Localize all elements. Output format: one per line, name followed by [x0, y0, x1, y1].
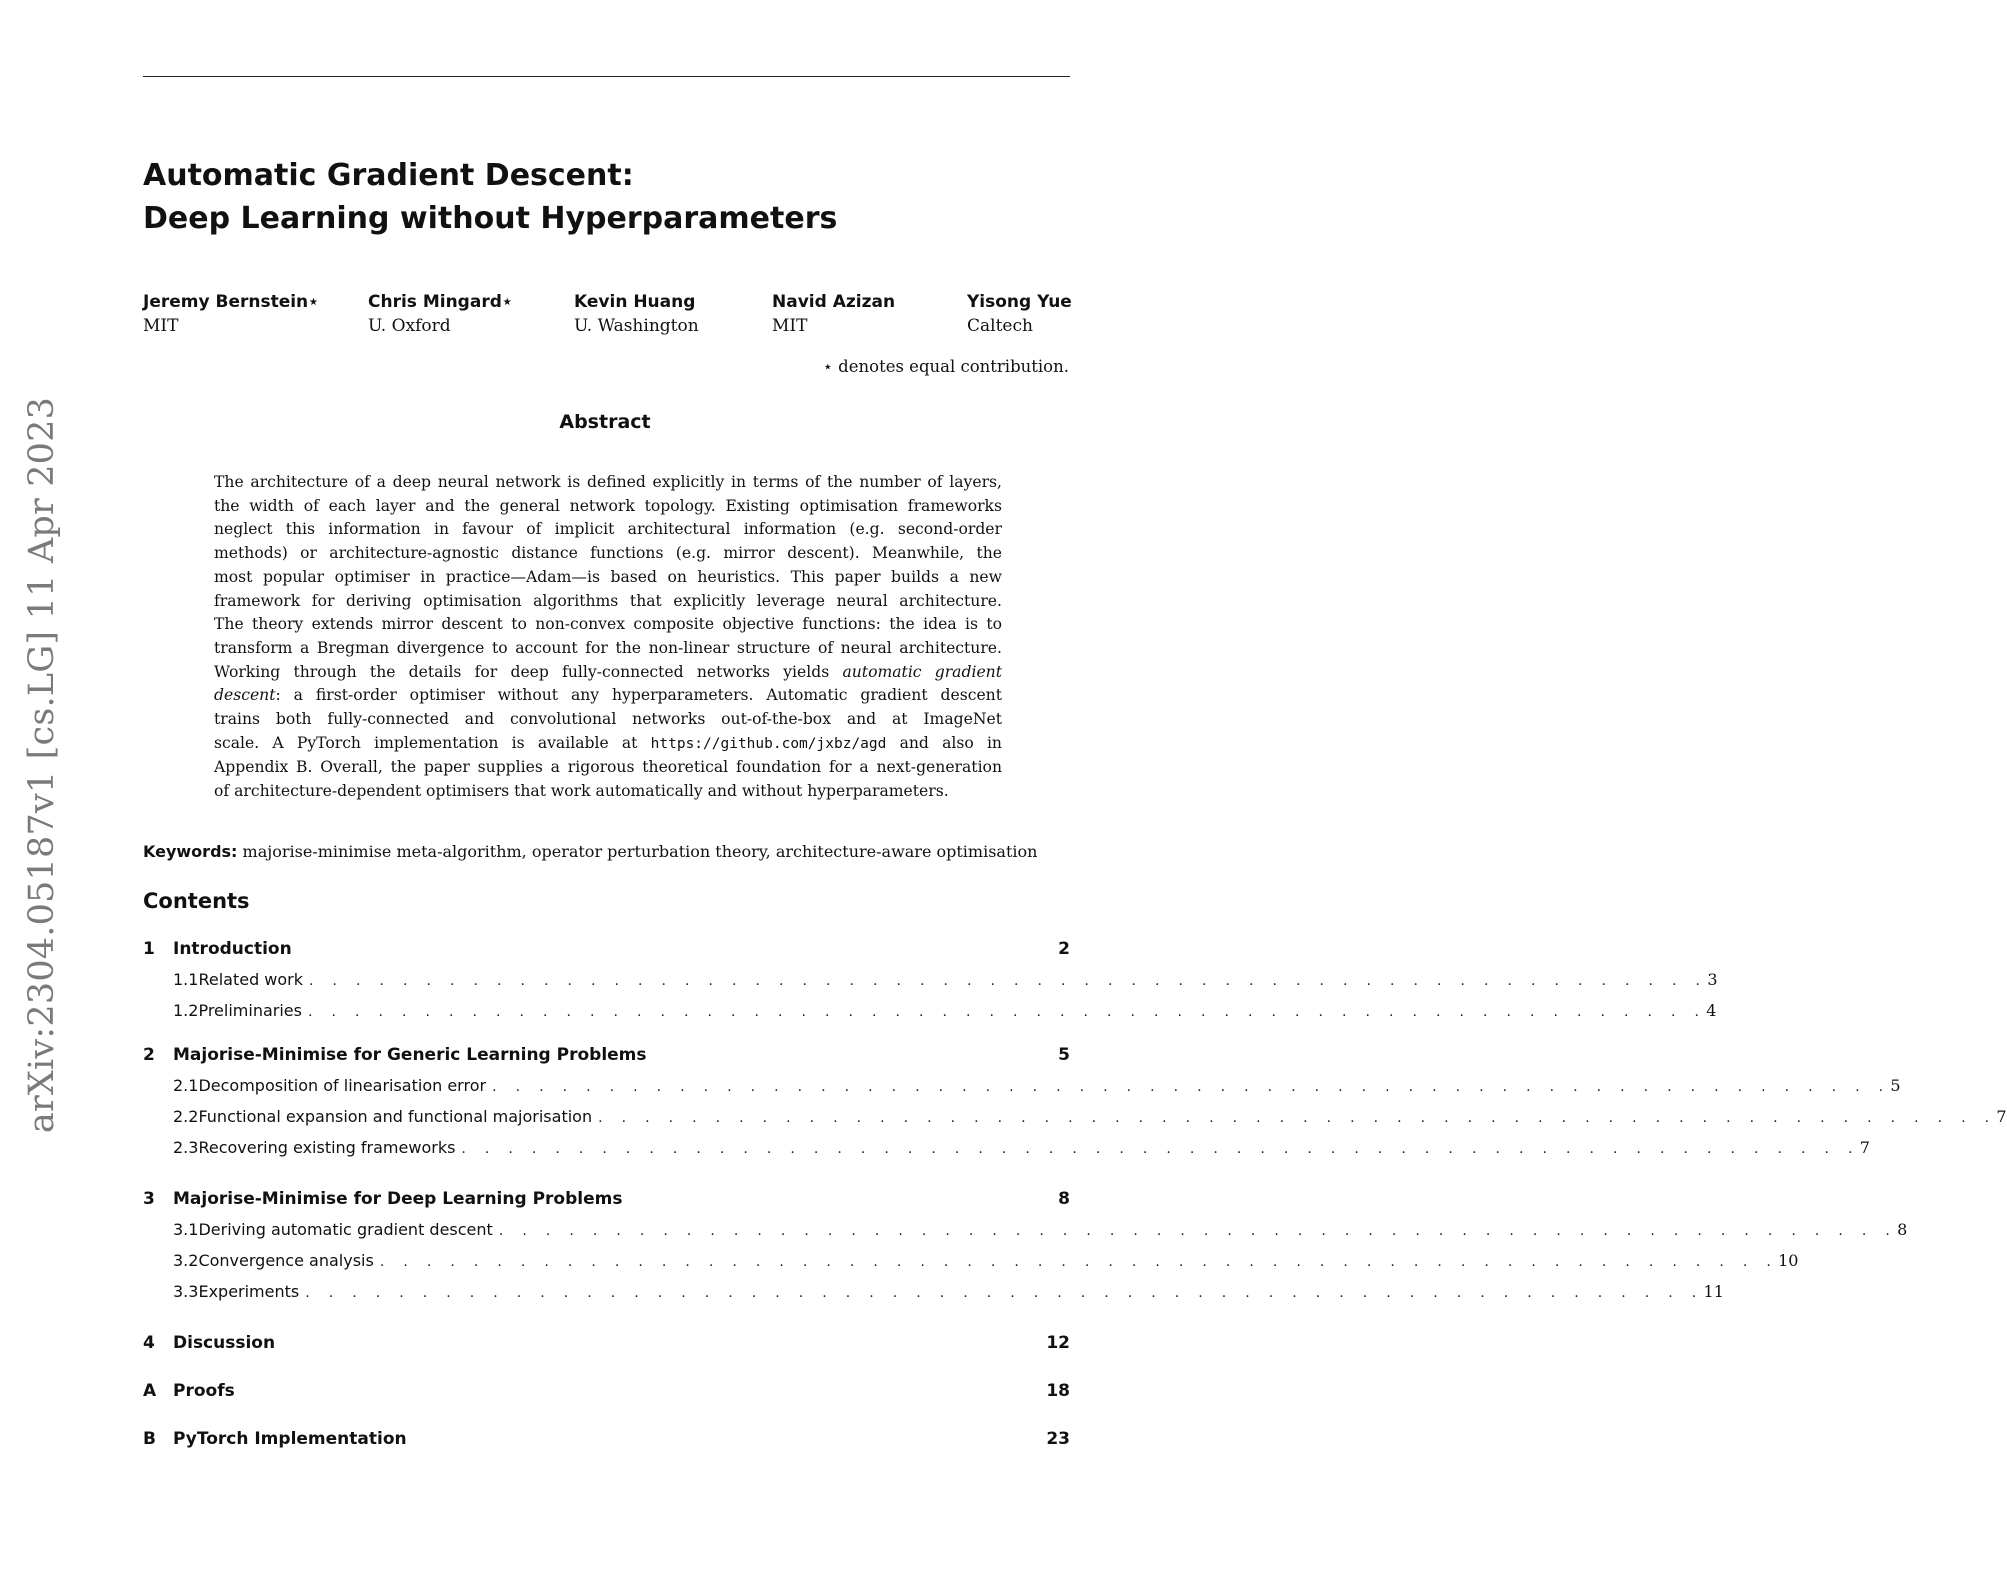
- abstract-text-run: scale. A PyTorch implementation is available at: [214, 733, 638, 752]
- abstract-line: the width of each layer and the general network topology. Existing optimisation frameworks: [214, 496, 1002, 515]
- toc-section[interactable]: [143, 1184, 1070, 1214]
- toc-subsection-number: 1.1: [173, 970, 199, 989]
- author-name: Jeremy Bernstein⋆: [143, 292, 319, 312]
- abstract-line: methods) or architecture-agnostic distance functions (e.g. mirror descent). Meanwhile, the: [214, 544, 1002, 563]
- table-of-contents: [143, 934, 2007, 1454]
- abstract-line: of architecture-dependent optimisers that work automatically and without hyperparameters.: [214, 782, 949, 801]
- author-affiliation: MIT: [143, 316, 179, 336]
- author-name: Kevin Huang: [574, 292, 696, 312]
- title-line-2: Deep Learning without Hyperparameters: [143, 201, 838, 236]
- abstract-emphasis: descent: [214, 686, 276, 705]
- toc-subsection-title: Decomposition of linearisation error: [198, 1076, 487, 1095]
- title-line-1: Automatic Gradient Descent:: [143, 158, 634, 193]
- toc-section[interactable]: [143, 1328, 1070, 1358]
- abstract-line: transform a Bregman divergence to account for the non-linear structure of neural architecture.: [214, 638, 1002, 657]
- author-name: Yisong Yue: [967, 292, 1072, 312]
- abstract-line: most popular optimiser in practice—Adam—is based on heuristics. This paper builds a new: [214, 567, 1002, 586]
- toc-section-number: 1: [143, 939, 155, 959]
- author: [143, 290, 319, 338]
- paper-title: [143, 154, 837, 240]
- toc-subsection-number: 3.3: [173, 1282, 199, 1301]
- toc-section[interactable]: [143, 934, 1070, 964]
- toc-subsection-number: 2.2: [173, 1107, 199, 1126]
- toc-dot-leader: . . . . . . . . . . . . . . . . . . . . . . . . . . . . . . . . . . . . . . . . . . . . . . . . . . . . . . . . . . . .: [492, 1079, 1891, 1095]
- toc-page-number: 23: [1046, 1429, 1070, 1449]
- abstract-line: neglect this information in favour of implicit architectural information (e.g. second-order: [214, 520, 1002, 539]
- toc-section[interactable]: [143, 1376, 1070, 1406]
- abstract-line: [214, 661, 1002, 685]
- author: [368, 290, 513, 338]
- toc-subsection-title: Recovering existing frameworks: [198, 1138, 456, 1157]
- toc-dot-leader: . . . . . . . . . . . . . . . . . . . . . . . . . . . . . . . . . . . . . . . . . . . . . . . . . . . . . . . . . . . .: [498, 1223, 1898, 1239]
- abstract-text-run: and also in: [899, 733, 1002, 752]
- toc-subsection-number: 3.1: [173, 1220, 199, 1239]
- keywords: [143, 842, 1070, 861]
- toc-section-title: PyTorch Implementation: [173, 1429, 407, 1449]
- arxiv-stamp: [17, 396, 67, 1134]
- author: [574, 290, 699, 338]
- author-name: Chris Mingard⋆: [368, 292, 513, 312]
- keywords-label: Keywords:: [143, 842, 238, 861]
- toc-spacer: [143, 1358, 1070, 1376]
- toc-section-number: 3: [143, 1189, 155, 1209]
- toc-page-number: 4: [1706, 1001, 1717, 1020]
- toc-spacer: [143, 1163, 1070, 1184]
- toc-subsection[interactable]: [143, 964, 1718, 995]
- toc-page-number: 12: [1046, 1333, 1070, 1353]
- toc-spacer: [143, 1406, 1070, 1424]
- abstract-line: [214, 732, 1002, 757]
- toc-section-title: Discussion: [173, 1333, 276, 1353]
- toc-subsection-number: 1.2: [173, 1001, 199, 1020]
- toc-subsection[interactable]: [143, 1276, 1724, 1307]
- toc-spacer: [143, 1307, 1070, 1328]
- toc-page-number: 2: [1058, 939, 1070, 959]
- abstract-line: The architecture of a deep neural network is defined explicitly in terms of the number of layers,: [214, 473, 1002, 491]
- toc-spacer: [143, 1026, 1070, 1040]
- toc-dot-leader: . . . . . . . . . . . . . . . . . . . . . . . . . . . . . . . . . . . . . . . . . . . . . . . . . . . . . . . . . . . .: [309, 973, 1708, 989]
- toc-subsection-number: 3.2: [173, 1251, 199, 1270]
- toc-subsection-title: Experiments: [198, 1282, 300, 1301]
- toc-page-number: 5: [1058, 1045, 1070, 1065]
- toc-section-number: A: [143, 1381, 157, 1401]
- abstract-heading: Abstract: [559, 411, 651, 433]
- abstract-emphasis: automatic gradient: [842, 662, 1002, 681]
- toc-section-title: Introduction: [173, 939, 292, 959]
- toc-section-number: 2: [143, 1045, 155, 1065]
- toc-dot-leader: . . . . . . . . . . . . . . . . . . . . . . . . . . . . . . . . . . . . . . . . . . . . . . . . . . . . . . . . . . . .: [307, 1004, 1707, 1020]
- contents-heading: Contents: [143, 889, 250, 913]
- toc-section-title: Majorise-Minimise for Deep Learning Problems: [173, 1189, 623, 1209]
- toc-page-number: 7: [1996, 1107, 2007, 1126]
- toc-subsection-title: Deriving automatic gradient descent: [198, 1220, 493, 1239]
- abstract-line: framework for deriving optimisation algorithms that explicitly leverage neural architecture.: [214, 591, 1002, 610]
- toc-section[interactable]: [143, 1040, 1070, 1070]
- keywords-text: majorise-minimise meta-algorithm, operator perturbation theory, architecture-aware optimisation: [242, 842, 1038, 861]
- abstract-line: trains both fully-connected and convolutional networks out-of-the-box and at ImageNet: [214, 710, 1002, 729]
- author: [772, 290, 895, 338]
- toc-dot-leader: . . . . . . . . . . . . . . . . . . . . . . . . . . . . . . . . . . . . . . . . . . . . . . . . . . . . . . . . . . . .: [305, 1285, 1704, 1301]
- toc-subsection[interactable]: [143, 995, 1717, 1026]
- abstract-text-run: : a first-order optimiser without any hyperparameters. Automatic gradient descent: [275, 686, 1002, 705]
- toc-subsection[interactable]: [143, 1214, 1908, 1245]
- toc-subsection-title: Functional expansion and functional majorisation: [198, 1107, 593, 1126]
- toc-page-number: 5: [1890, 1076, 1901, 1095]
- toc-subsection[interactable]: [143, 1132, 1870, 1163]
- author-list: [0, 290, 1224, 340]
- author-affiliation: MIT: [772, 316, 808, 336]
- toc-page-number: 3: [1707, 970, 1718, 989]
- code-url-link[interactable]: https://github.com/jxbz/agd: [650, 735, 887, 752]
- toc-section-title: Proofs: [173, 1381, 235, 1401]
- abstract-text-run: Working through the details for deep fully-connected networks yields: [214, 662, 830, 681]
- toc-section-title: Majorise-Minimise for Generic Learning Problems: [173, 1045, 647, 1065]
- arxiv-identifier: arXiv:2304.05187v1 [cs.LG] 11 Apr 2023: [22, 396, 62, 1134]
- abstract-line: Appendix B. Overall, the paper supplies a rigorous theoretical foundation for a next-generation: [214, 758, 1002, 777]
- toc-section[interactable]: [143, 1424, 1070, 1454]
- toc-dot-leader: . . . . . . . . . . . . . . . . . . . . . . . . . . . . . . . . . . . . . . . . . . . . . . . . . . . . . . . . . . . .: [379, 1254, 1779, 1270]
- toc-subsection[interactable]: [143, 1070, 1901, 1101]
- toc-subsection-number: 2.3: [173, 1138, 199, 1157]
- author-affiliation: Caltech: [967, 316, 1033, 336]
- toc-subsection-title: Related work: [198, 970, 304, 989]
- toc-subsection-number: 2.1: [173, 1076, 199, 1095]
- author: [967, 290, 1072, 338]
- toc-page-number: 7: [1859, 1138, 1870, 1157]
- toc-subsection-title: Convergence analysis: [198, 1251, 374, 1270]
- abstract-line: [214, 684, 1002, 708]
- header-rule: [143, 76, 1070, 77]
- toc-subsection[interactable]: [143, 1101, 2007, 1132]
- abstract-text: [214, 471, 1002, 804]
- toc-page-number: 10: [1778, 1251, 1799, 1270]
- equal-contribution-note: ⋆ denotes equal contribution.: [822, 357, 1069, 376]
- toc-dot-leader: . . . . . . . . . . . . . . . . . . . . . . . . . . . . . . . . . . . . . . . . . . . . . . . . . . . . . . . . . . . .: [598, 1110, 1997, 1126]
- toc-subsection-title: Preliminaries: [198, 1001, 302, 1020]
- toc-page-number: 8: [1897, 1220, 1908, 1239]
- abstract-line: The theory extends mirror descent to non-convex composite objective functions: the idea is to: [214, 615, 1002, 634]
- toc-page-number: 8: [1058, 1189, 1070, 1209]
- toc-subsection[interactable]: [143, 1245, 1799, 1276]
- toc-page-number: 11: [1703, 1282, 1724, 1301]
- author-affiliation: U. Oxford: [368, 316, 451, 336]
- toc-page-number: 18: [1046, 1381, 1070, 1401]
- author-name: Navid Azizan: [772, 292, 896, 312]
- toc-section-number: B: [143, 1429, 156, 1449]
- author-affiliation: U. Washington: [574, 316, 699, 336]
- toc-dot-leader: . . . . . . . . . . . . . . . . . . . . . . . . . . . . . . . . . . . . . . . . . . . . . . . . . . . . . . . . . . . .: [461, 1141, 1860, 1157]
- toc-section-number: 4: [143, 1333, 155, 1353]
